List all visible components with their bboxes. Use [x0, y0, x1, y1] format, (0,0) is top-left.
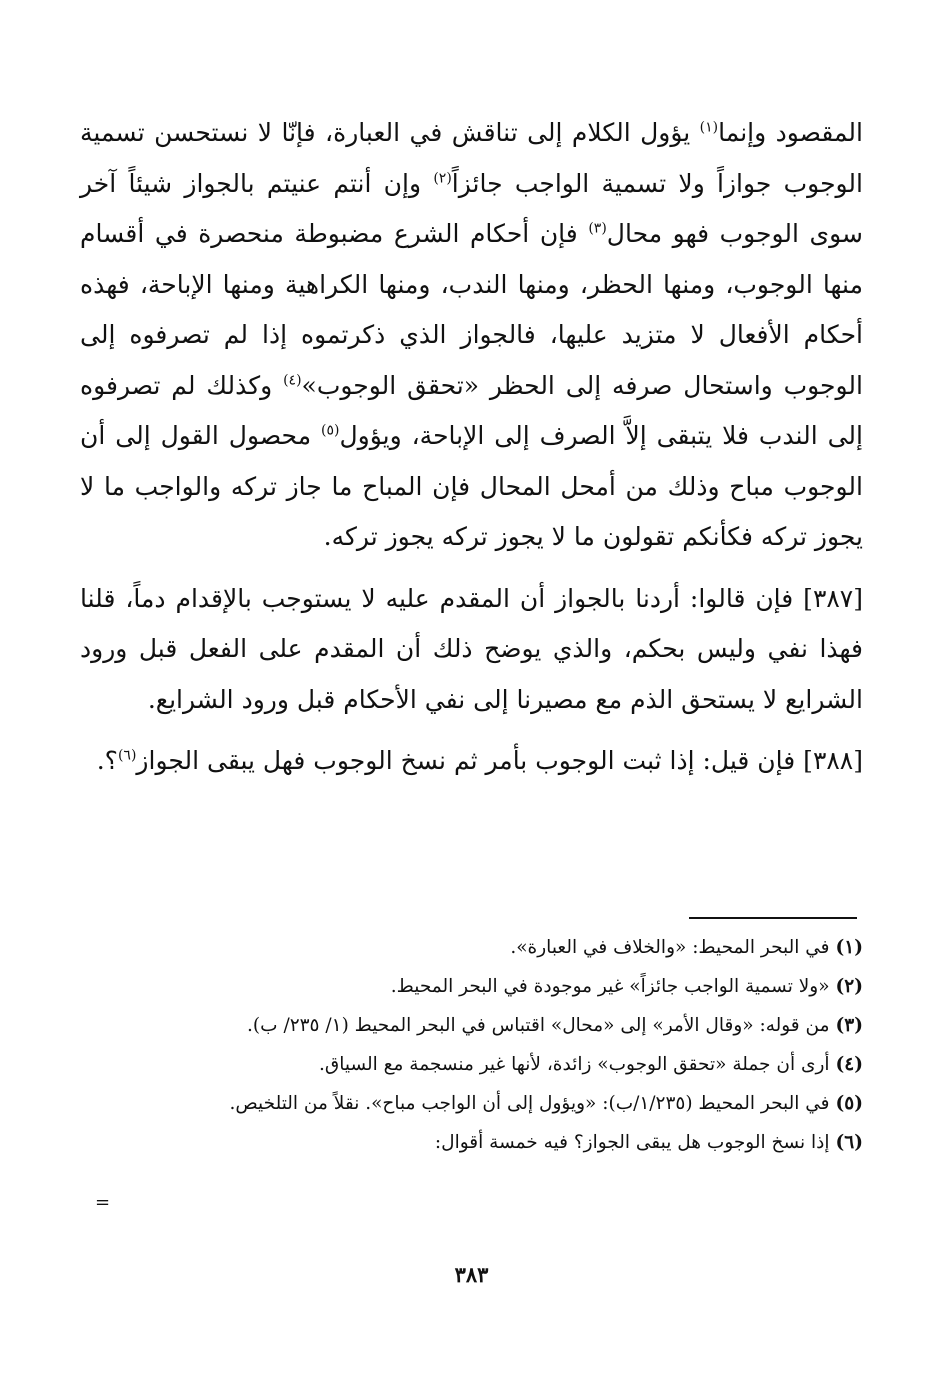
- paragraph-1-text-3: وإن أنتم عنيتم بالجواز شيئاً آخر سوى الوجوب فهو محال: [80, 168, 863, 248]
- paragraph-1-text-4: فإن أحكام الشرع مضبوطة منحصرة في أقسام منها الوجوب، ومنها الحظر، ومنها الندب، ومنها الكراهية ومنها الإباحة، فهذه أحكام الأفعال لا متزيد عليها، فالجواز الذي ذكرتموه إذا لم تصرفوه إلى الوجوب واستحال صرفه إلى الحظر «تحقق الوجوب»: [80, 219, 863, 400]
- footnote-separator: [689, 917, 857, 919]
- paragraph-1-text-1: المقصود وإنما: [718, 118, 863, 147]
- footnote-ref-3: (٣): [588, 220, 607, 237]
- main-text: [80, 108, 863, 787]
- footnote-text: من قوله: «وقال الأمر» إلى «محال» اقتباس في البحر المحيط (١/ ٢٣٥/ ب).: [247, 1015, 830, 1036]
- footnote-text: في البحر المحيط: «والخلاف في العبارة».: [510, 937, 830, 958]
- footnote-number: (٦): [835, 1132, 863, 1153]
- footnote-1: [110, 928, 863, 967]
- footnote-number: (٥): [835, 1093, 863, 1114]
- footnote-ref-1: (١): [699, 119, 719, 136]
- footnote-number: (٢): [835, 976, 863, 997]
- paragraph-1-text-6: محصول القول إلى أن الوجوب مباح وذلك من أمحل المحال فإن المباح ما جاز تركه والواجب ما لا يجوز تركه فكأنكم تقولون ما لا يجوز تركه يجوز تركه.: [80, 421, 863, 551]
- paragraph-2: [٣٨٧] فإن قالوا: أردنا بالجواز أن المقدم عليه لا يستوجب بالإقدام دماً، قلنا فهذا نفي وليس بحكم، والذي يوضح ذلك أن المقدم على الفعل قبل ورود الشرايع لا يستحق الذم مع مصيرنا إلى نفي الأحكام قبل ورود الشرايع.: [80, 583, 863, 714]
- paragraph-1: [80, 108, 863, 563]
- paragraph-1-text-5: وكذلك لم تصرفوه إلى الندب فلا يتبقى إلاَّ الصرف إلى الإباحة، ويؤول: [80, 370, 863, 450]
- footnote-number: (٤): [835, 1054, 863, 1075]
- footnote-ref-5: (٥): [321, 422, 340, 439]
- page-number: ٣٨٣: [454, 1262, 489, 1287]
- paragraph-3-text-2: ؟.: [96, 746, 118, 775]
- footnote-5: [110, 1084, 863, 1123]
- footnote-4: [110, 1045, 863, 1084]
- footnote-ref-2: (٢): [433, 170, 452, 187]
- paragraph-3: [80, 736, 863, 787]
- paragraph-1-text-2: يؤول الكلام إلى تناقش في العبارة، فإنّا لا نستحسن تسمية الوجوب جوازاً ولا تسمية الواجب جائزاً: [80, 118, 863, 198]
- footnote-number: (٣): [835, 1015, 863, 1036]
- paragraph-3-text-1: [٣٨٨] فإن قيل: إذا ثبت الوجوب بأمر ثم نسخ الوجوب فهل يبقى الجواز: [136, 746, 863, 775]
- footnote-text: في البحر المحيط (١/٢٣٥/ب): «ويؤول إلى أن الواجب مباح». نقلاً من التلخيص.: [229, 1093, 830, 1114]
- footnote-6: [110, 1123, 863, 1162]
- footnote-2: [110, 967, 863, 1006]
- footnote-text: «ولا تسمية الواجب جائزاً» غير موجودة في البحر المحيط.: [390, 976, 830, 997]
- footnote-ref-4: (٤): [283, 372, 302, 389]
- footnote-text: إذا نسخ الوجوب هل يبقى الجواز؟ فيه خمسة أقوال:: [434, 1132, 830, 1153]
- footnote-ref-6: (٦): [117, 747, 137, 764]
- footnote-3: [110, 1006, 863, 1045]
- continuation-mark: =: [95, 1192, 111, 1213]
- footnote-number: (١): [835, 937, 863, 958]
- footnotes: [110, 928, 863, 1162]
- footnote-text: أرى أن جملة «تحقق الوجوب» زائدة، لأنها غير منسجمة مع السياق.: [319, 1054, 830, 1075]
